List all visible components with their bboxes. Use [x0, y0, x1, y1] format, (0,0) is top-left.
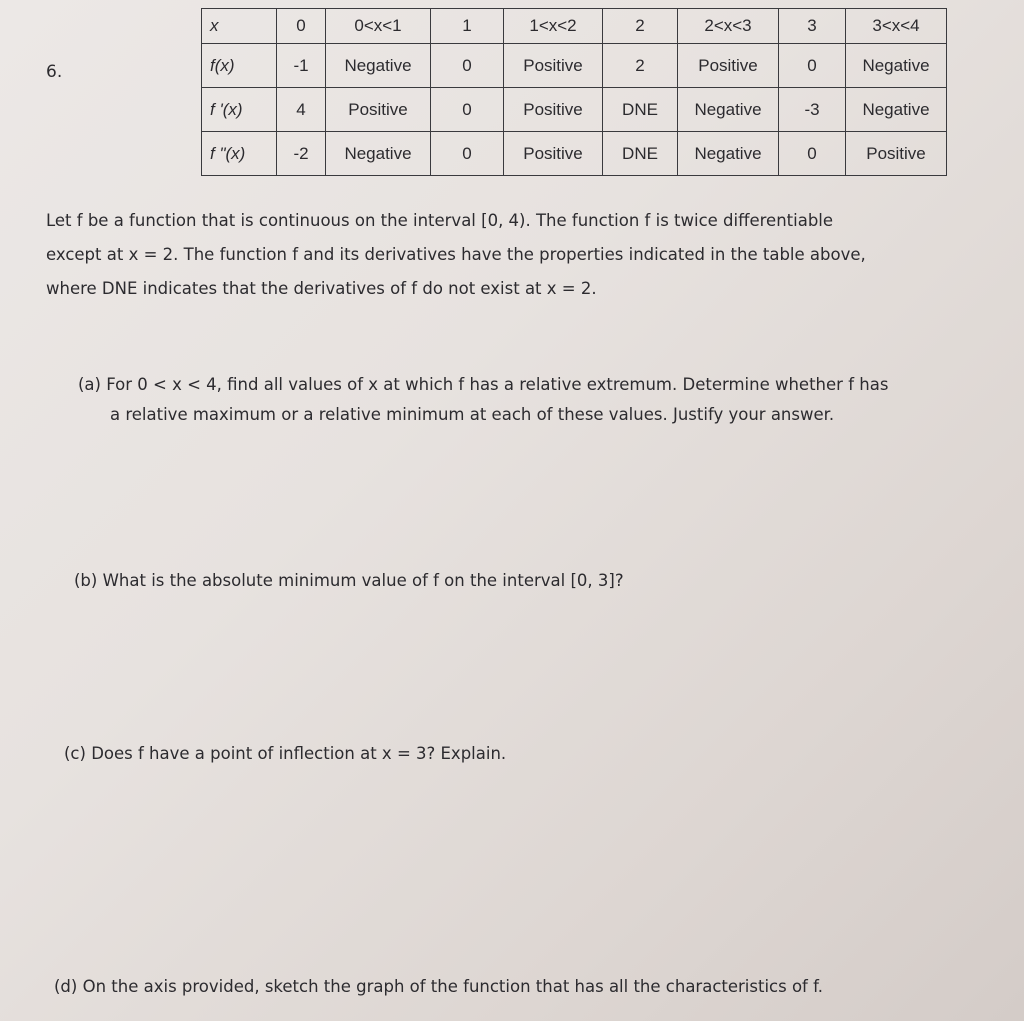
table-row [202, 44, 947, 88]
problem-statement [46, 204, 916, 306]
part-c: (c) Does f have a point of inflection at x = 3? Explain. [64, 744, 507, 763]
part-a-line-1: (a) For 0 < x < 4, find all values of x at which f has a relative extremum. Determine whether f has [78, 375, 889, 394]
table-cell: 0 [779, 132, 846, 176]
table-cell: 0 [431, 44, 504, 88]
table-cell: Negative [326, 132, 431, 176]
properties-table [201, 8, 947, 176]
table-cell: 3<x<4 [846, 9, 947, 44]
part-b: (b) What is the absolute minimum value of f on the interval [0, 3]? [74, 571, 624, 590]
table-cell: 4 [277, 88, 326, 132]
part-a-line-2: a relative maximum or a relative minimum at each of these values. Justify your answer. [110, 405, 835, 424]
intro-line-3: where DNE indicates that the derivatives of f do not exist at x = 2. [46, 279, 597, 298]
table-cell: Negative [846, 88, 947, 132]
intro-line-2: except at x = 2. The function f and its derivatives have the properties indicated in the table above, [46, 245, 866, 264]
table-row [202, 132, 947, 176]
table-cell: DNE [603, 88, 678, 132]
table-cell: Positive [326, 88, 431, 132]
table-cell: Positive [678, 44, 779, 88]
table-cell: Negative [678, 88, 779, 132]
table-cell: Positive [504, 132, 603, 176]
table-cell: 1<x<2 [504, 9, 603, 44]
table-cell: Positive [504, 44, 603, 88]
part-a [78, 370, 948, 430]
table-cell: 2 [603, 44, 678, 88]
row-label: f(x) [202, 44, 277, 88]
table-cell: Positive [504, 88, 603, 132]
table-cell: 0 [431, 132, 504, 176]
part-d: (d) On the axis provided, sketch the graph of the function that has all the characteristics of f. [54, 977, 823, 996]
table-cell: -2 [277, 132, 326, 176]
table-cell: 0<x<1 [326, 9, 431, 44]
table-cell: -3 [779, 88, 846, 132]
table-cell: Negative [678, 132, 779, 176]
table-cell: 1 [431, 9, 504, 44]
table-cell: 3 [779, 9, 846, 44]
table-cell: Positive [846, 132, 947, 176]
table-cell: Negative [846, 44, 947, 88]
row-label: x [202, 9, 277, 44]
table-row [202, 9, 947, 44]
table-cell: 2 [603, 9, 678, 44]
table-cell: -1 [277, 44, 326, 88]
table-cell: Negative [326, 44, 431, 88]
table-cell: 0 [431, 88, 504, 132]
table-cell: DNE [603, 132, 678, 176]
table-row [202, 88, 947, 132]
row-label: f '(x) [202, 88, 277, 132]
table-cell: 0 [277, 9, 326, 44]
question-number: 6. [46, 62, 63, 82]
table-cell: 2<x<3 [678, 9, 779, 44]
row-label: f "(x) [202, 132, 277, 176]
table-cell: 0 [779, 44, 846, 88]
intro-line-1: Let f be a function that is continuous on the interval [0, 4). The function f is twice differentiable [46, 211, 834, 230]
